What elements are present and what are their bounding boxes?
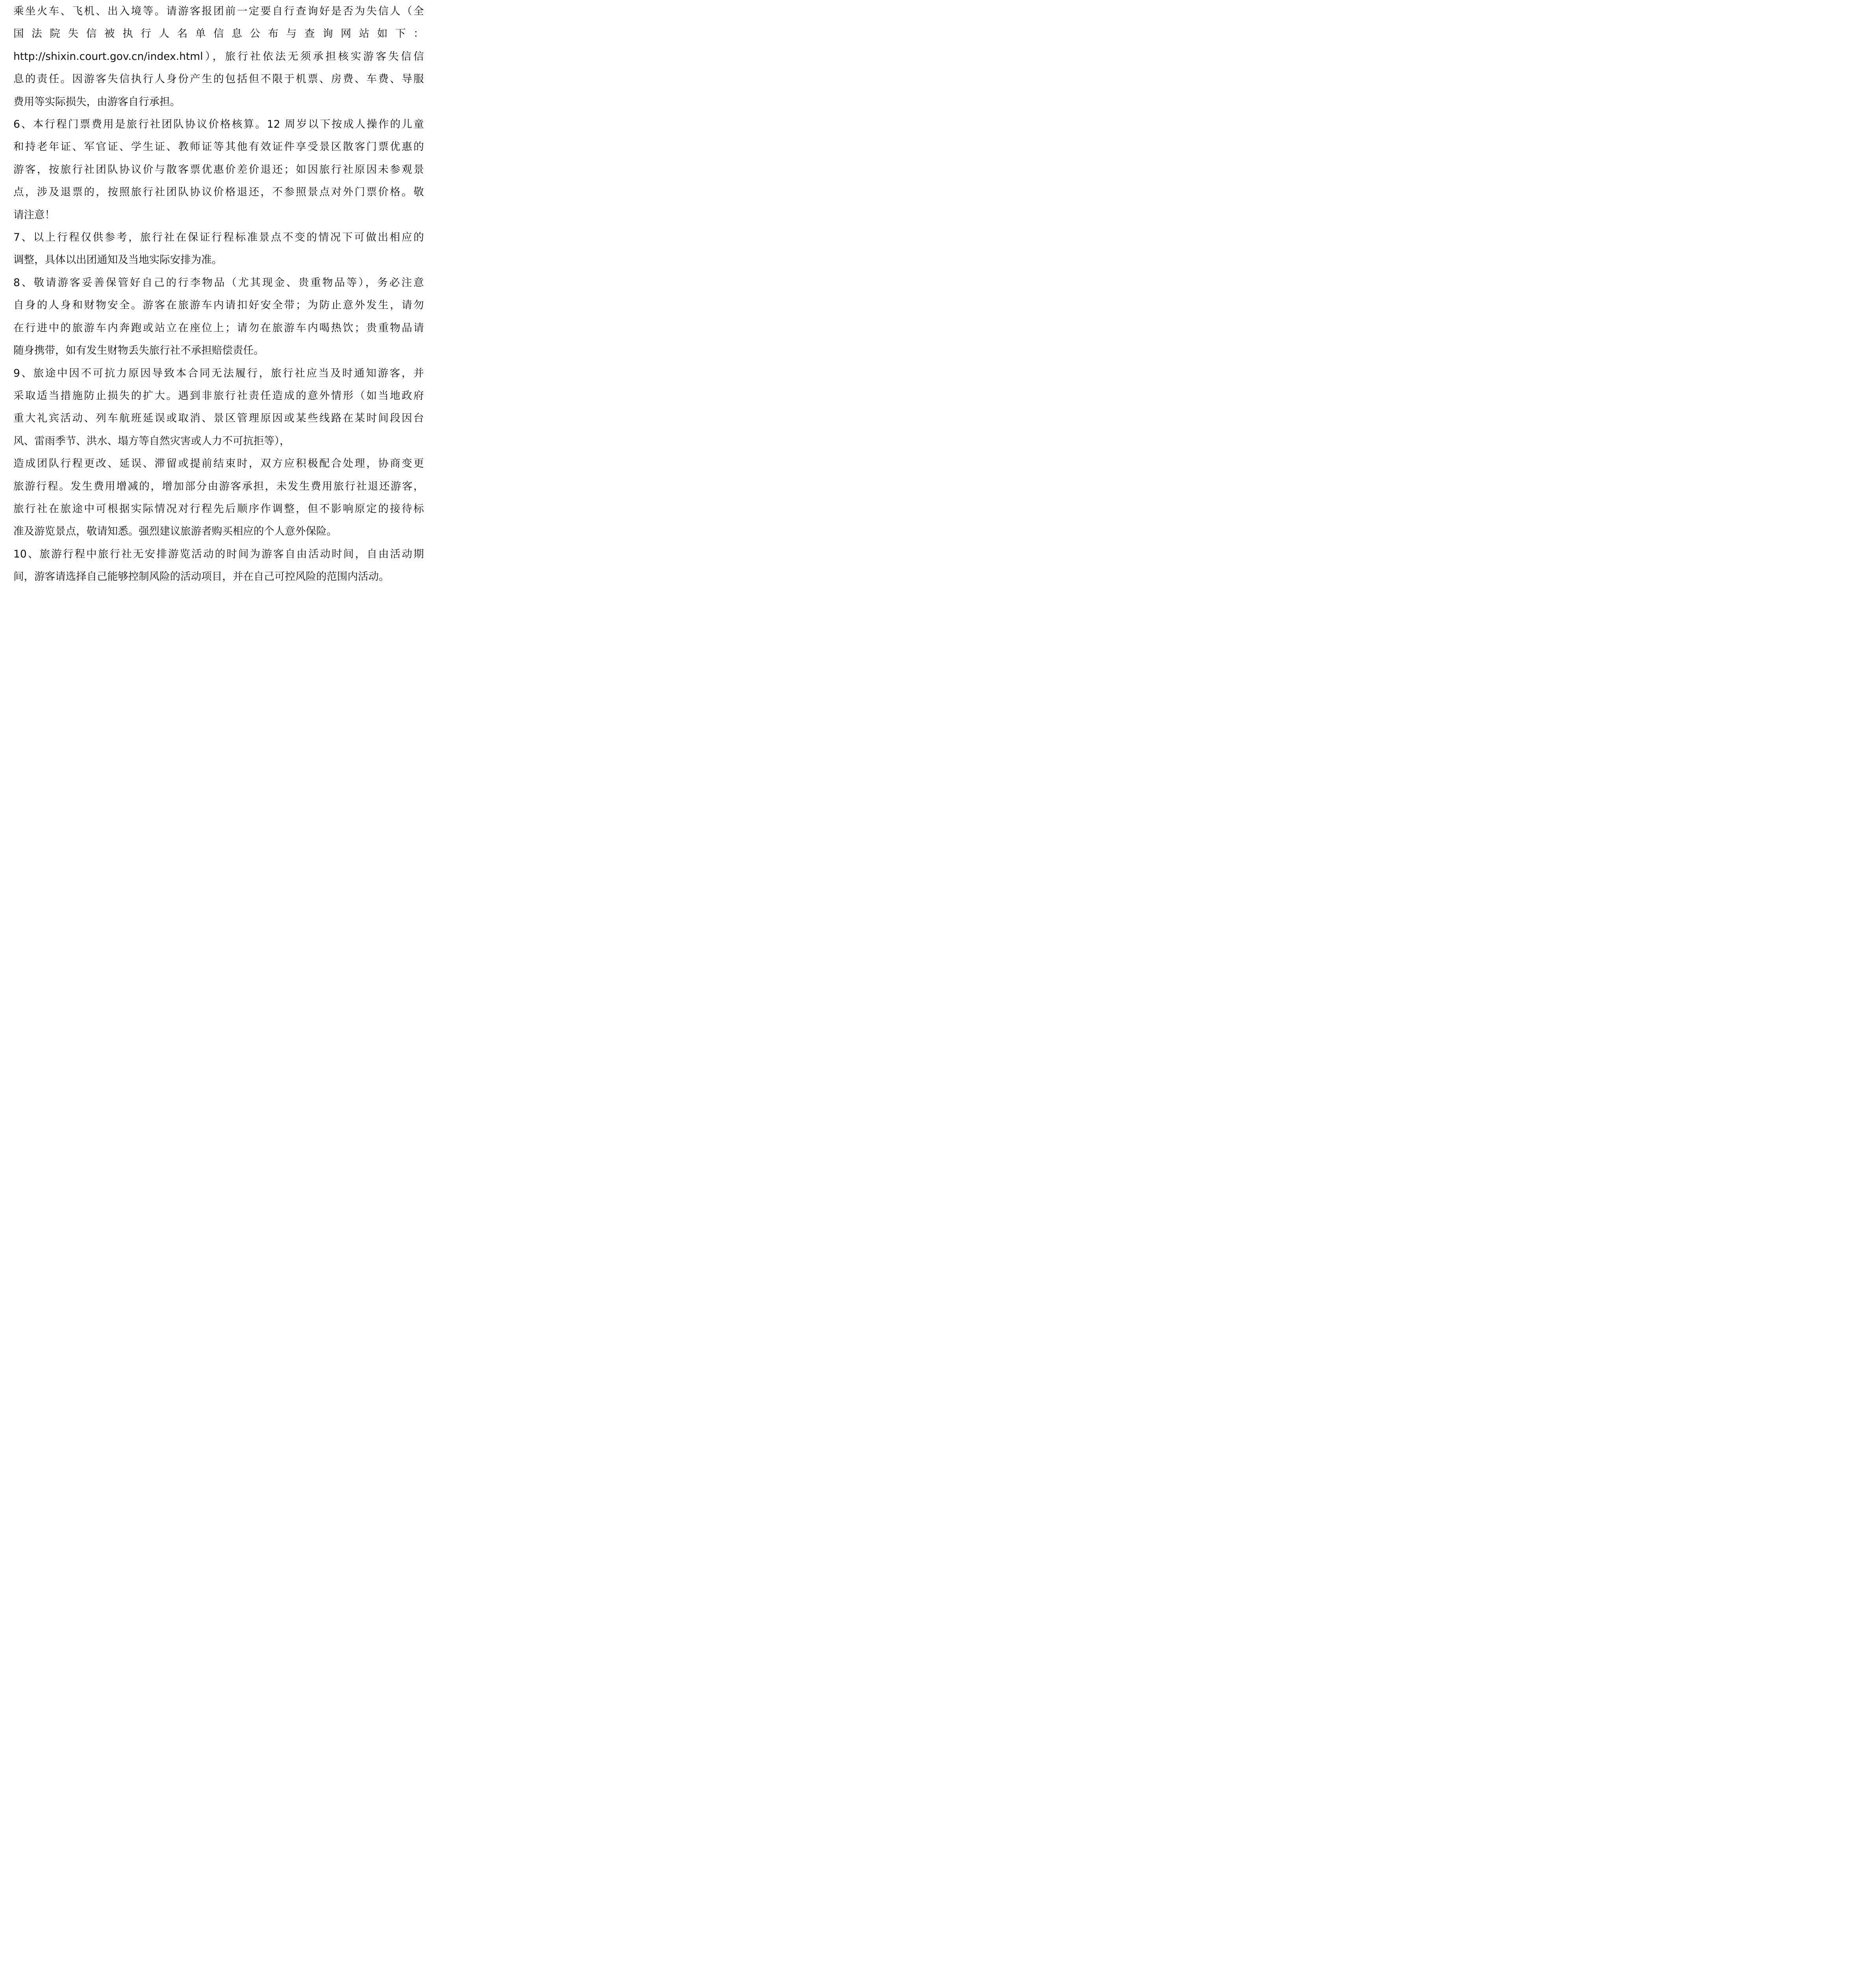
text-line: 旅行社在旅途中可根据实际情况对行程先后顺序作调整，但不影响原定的接待标 <box>13 502 424 515</box>
document-page <box>13 0 424 588</box>
text-line: 息的责任。因游客失信执行人身份产生的包括但不限于机票、房费、车费、导服 <box>13 73 424 85</box>
paragraph-item-10 <box>13 543 424 588</box>
text-line: 准及游览景点，敬请知悉。强烈建议旅游者购买相应的个人意外保险。 <box>13 525 337 538</box>
text-line: 游客，按旅行社团队协议价与散客票优惠价差价退还；如因旅行社原因未参观景 <box>13 163 424 176</box>
text-line: 造成团队行程更改、延误、滞留或提前结束时，双方应积极配合处理，协商变更 <box>13 457 424 470</box>
text-line: 费用等实际损失，由游客自行承担。 <box>13 95 180 108</box>
text-line: 10、旅游行程中旅行社无安排游览活动的时间为游客自由活动时间，自由活动期 <box>13 548 424 560</box>
paragraph-item-5-continued <box>13 0 424 113</box>
paragraph-item-9 <box>13 362 424 453</box>
paragraph-item-6 <box>13 113 424 226</box>
text-line: 间，游客请选择自己能够控制风险的活动项目，并在自己可控风险的范围内活动。 <box>13 571 389 583</box>
text-line: 国 法 院 失 信 被 执 行 人 名 单 信 息 公 布 与 查 询 网 站 如 下 ： <box>13 28 424 40</box>
text-line: 6、本行程门票费用是旅行社团队协议价格核算。12 周岁以下按成人操作的儿童 <box>13 118 424 131</box>
text-line: 请注意！ <box>13 208 55 221</box>
text-line: 调整，具体以出团通知及当地实际安排为准。 <box>13 254 222 266</box>
paragraph-item-9-continued <box>13 452 424 543</box>
text-line: 和持老年证、军官证、学生证、教师证等其他有效证件享受景区散客门票优惠的 <box>13 141 424 153</box>
text-line: 采取适当措施防止损失的扩大。遇到非旅行社责任造成的意外情形（如当地政府 <box>13 389 424 402</box>
text-line: 随身携带，如有发生财物丢失旅行社不承担赔偿责任。 <box>13 344 264 357</box>
paragraph-item-8 <box>13 271 424 362</box>
text-line: 风、雷雨季节、洪水、塌方等自然灾害或人力不可抗拒等）， <box>13 435 290 447</box>
text-line: 重大礼宾活动、列车航班延误或取消、景区管理原因或某些线路在某时间段因台 <box>13 412 424 425</box>
text-line: 乘坐火车、飞机、出入境等。请游客报团前一定要自行查询好是否为失信人（全 <box>13 5 424 17</box>
text-line: 点，涉及退票的，按照旅行社团队协议价格退还，不参照景点对外门票价格。敬 <box>13 186 424 199</box>
text-line: 9、旅途中因不可抗力原因导致本合同无法履行，旅行社应当及时通知游客，并 <box>13 367 424 379</box>
text-line: 在行进中的旅游车内奔跑或站立在座位上；请勿在旅游车内喝热饮；贵重物品请 <box>13 322 424 334</box>
paragraph-item-7 <box>13 226 424 271</box>
text-line: 7、以上行程仅供参考，旅行社在保证行程标准景点不变的情况下可做出相应的 <box>13 231 424 244</box>
text-line: 旅游行程。发生费用增减的，增加部分由游客承担，未发生费用旅行社退还游客， <box>13 480 424 492</box>
text-line: http://shixin.court.gov.cn/index.html），旅行社依法无须承担核实游客失信信 <box>13 50 424 63</box>
text-line: 自身的人身和财物安全。游客在旅游车内请扣好安全带；为防止意外发生，请勿 <box>13 299 424 312</box>
text-line: 8、敬请游客妥善保管好自己的行李物品（尤其现金、贵重物品等），务必注意 <box>13 276 424 289</box>
